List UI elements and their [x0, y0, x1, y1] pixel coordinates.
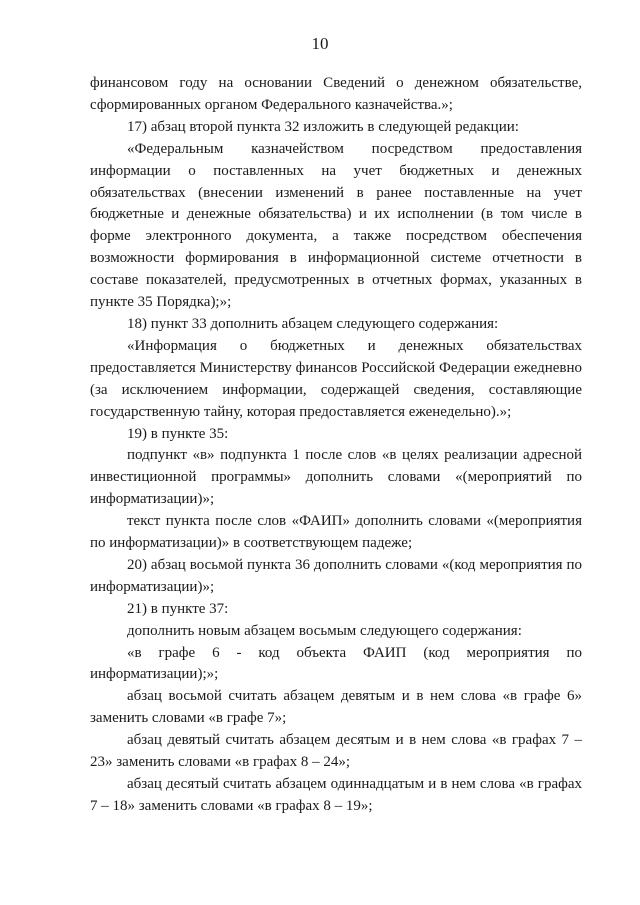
- paragraph-item-19-subpoint: подпункт «в» подпункта 1 после слов «в целях реализации адресной инвестиционной программы» дополнить словами «(мероприятий по информатизации)»;: [90, 447, 582, 508]
- paragraph-continuation: финансовом году на основании Сведений о денежном обязательстве, сформированных органом Федерального казначейства.»;: [90, 75, 582, 113]
- document-body: [90, 73, 582, 818]
- paragraph-item-21-ninth: абзац девятый считать абзацем десятым и в нем слова «в графах 7 – 23» заменить словами «в графах 8 – 24»;: [90, 732, 582, 771]
- paragraph-item-19: 19) в пункте 35:: [127, 425, 229, 442]
- paragraph-item-21: 21) в пункте 37:: [127, 600, 229, 617]
- paragraph-item-21-tenth: абзац десятый считать абзацем одиннадцатым и в нем слова «в графах 7 – 18» заменить словами «в графах 8 – 19»;: [90, 776, 582, 814]
- paragraph-item-18: 18) пункт 33 дополнить абзацем следующего содержания:: [127, 315, 499, 332]
- paragraph-item-21-quote: «в графе 6 - код объекта ФАИП (код мероприятия по информатизации);»;: [90, 644, 582, 683]
- page-number: 10: [311, 34, 329, 53]
- paragraph-item-19-text: текст пункта после слов «ФАИП» дополнить словами «(мероприятия по информатизации)» в соответствующем падеже;: [90, 513, 582, 552]
- paragraph-item-21-eighth: абзац восьмой считать абзацем девятым и в нем слова «в графе 6» заменить словами «в графе 7»;: [90, 688, 582, 727]
- paragraph-item-20: 20) абзац восьмой пункта 36 дополнить словами «(код мероприятия по информатизации)»;: [90, 556, 582, 595]
- paragraph-item-21-add: дополнить новым абзацем восьмым следующего содержания:: [127, 622, 522, 639]
- paragraph-quote-item-17: «Федеральным казначейством посредством предоставления информации о поставленных на учет бюджетных и денежных обязательствах (внесении изменений в ранее поставленные на учет бюджетные и денежные обязательства) и их исполнении (в том числе в форме электронного документа, а также посредством обеспечения возможности формирования в информационной системе отчетности в составе показателей, предусмотренных в отчетных формах, указанных в пункте 35 Порядка);»;: [90, 140, 582, 311]
- paragraph-item-17: 17) абзац второй пункта 32 изложить в следующей редакции:: [127, 118, 519, 135]
- paragraph-quote-item-18: «Информация о бюджетных и денежных обязательствах предоставляется Министерству финансов Российской Федерации ежедневно (за исключением информации, содержащей сведения, составляющие государственную тайну, которая предоставляется еженедельно).»;: [90, 337, 582, 420]
